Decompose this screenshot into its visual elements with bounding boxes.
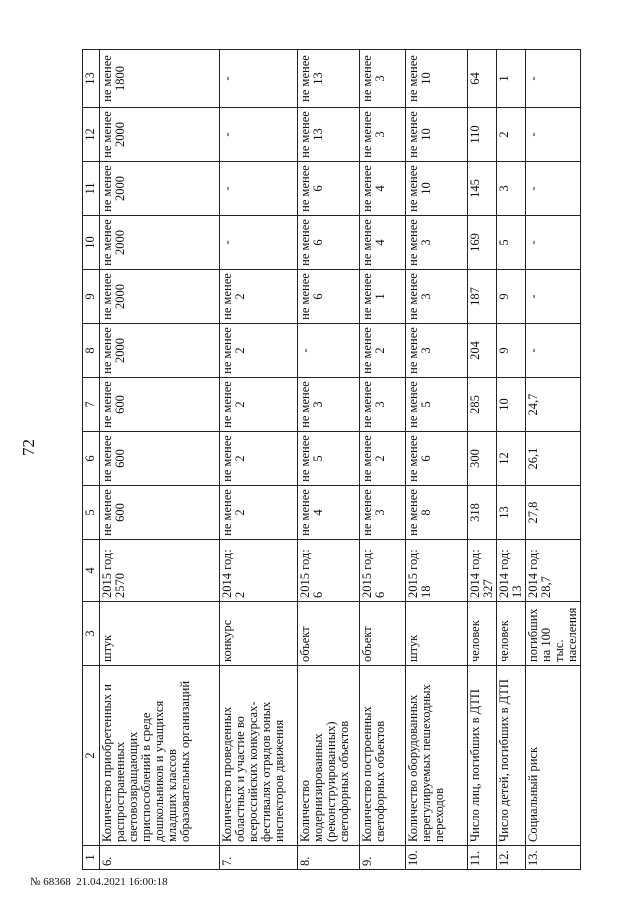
value-cell: не менее 13 [298, 50, 360, 108]
column-header: 13 [83, 50, 100, 108]
value-cell: не менее 2000 [100, 270, 220, 324]
table-row [468, 50, 497, 870]
column-header: 9 [83, 270, 100, 324]
value-cell: не менее 3 [406, 270, 468, 324]
value-cell: не менее 3 [406, 216, 468, 270]
indicator-name-cell: Количество построенных светофорных объектов [360, 666, 406, 846]
column-header: 1 [83, 846, 100, 870]
value-cell: человек [497, 602, 526, 666]
value-cell: человек [468, 602, 497, 666]
value-cell: - [220, 108, 298, 162]
value-cell: 2014 год: 13 [497, 540, 526, 602]
indicator-name-cell: Социальный риск [526, 666, 581, 846]
indicator-name-cell: Число лиц, погибших в ДТП [468, 666, 497, 846]
value-cell: 300 [468, 432, 497, 486]
value-cell: не менее 2 [360, 324, 406, 378]
value-cell: 13 [497, 486, 526, 540]
value-cell: штук [406, 602, 468, 666]
value-cell: штук [100, 602, 220, 666]
row-number-cell: 13. [526, 846, 581, 870]
indicator-name-cell: Количество оборудованных нерегулируемых пешеходных переходов [406, 666, 468, 846]
value-cell: 2015 год: 2570 [100, 540, 220, 602]
rotated-sheet [19, 50, 640, 870]
value-cell: не менее 600 [100, 486, 220, 540]
value-cell: 10 [497, 378, 526, 432]
table-row [220, 50, 298, 870]
table-row [100, 50, 220, 870]
value-cell: не менее 10 [406, 108, 468, 162]
value-cell: 318 [468, 486, 497, 540]
value-cell: 110 [468, 108, 497, 162]
value-cell: 2014 год: 327 [468, 540, 497, 602]
row-number-cell: 10. [406, 846, 468, 870]
row-number-cell: 8. [298, 846, 360, 870]
value-cell: погибших на 100 тыс. населения [526, 602, 581, 666]
value-cell: не менее 600 [100, 432, 220, 486]
indicator-name-cell: Число детей, погибших в ДТП [497, 666, 526, 846]
value-cell: не менее 4 [298, 486, 360, 540]
value-cell: не менее 2 [360, 432, 406, 486]
value-cell: не менее 5 [406, 378, 468, 432]
indicator-name-cell: Количество приобретенных и распространенных световозвращающих приспособлений в среде дошкольников и учащихся младших классов образовательных организаций [100, 666, 220, 846]
column-header: 6 [83, 432, 100, 486]
column-header: 4 [83, 540, 100, 602]
value-cell: - [526, 324, 581, 378]
column-header: 3 [83, 602, 100, 666]
value-cell: не менее 600 [100, 378, 220, 432]
value-cell: 1 [497, 50, 526, 108]
value-cell: 27,8 [526, 486, 581, 540]
column-header: 5 [83, 486, 100, 540]
value-cell: - [526, 50, 581, 108]
doc-number: № 68368 [30, 876, 71, 888]
value-cell: не менее 6 [406, 432, 468, 486]
value-cell: 9 [497, 324, 526, 378]
value-cell: не менее 3 [298, 378, 360, 432]
value-cell: 12 [497, 432, 526, 486]
value-cell: не менее 6 [298, 216, 360, 270]
value-cell: не менее 8 [406, 486, 468, 540]
value-cell: 26,1 [526, 432, 581, 486]
column-header: 7 [83, 378, 100, 432]
value-cell: не менее 2 [220, 432, 298, 486]
value-cell: 2015 год: 6 [360, 540, 406, 602]
value-cell: - [220, 162, 298, 216]
value-cell: 187 [468, 270, 497, 324]
value-cell: не менее 1800 [100, 50, 220, 108]
column-header: 12 [83, 108, 100, 162]
value-cell: 2 [497, 108, 526, 162]
table-row [360, 50, 406, 870]
value-cell: объект [298, 602, 360, 666]
value-cell: не менее 2 [220, 324, 298, 378]
page-number: 72 [19, 439, 38, 456]
value-cell: не менее 2000 [100, 108, 220, 162]
value-cell: 204 [468, 324, 497, 378]
value-cell: 3 [497, 162, 526, 216]
column-header: 2 [83, 666, 100, 846]
row-number-cell: 11. [468, 846, 497, 870]
value-cell: - [526, 162, 581, 216]
table-header-row [83, 50, 100, 870]
value-cell: - [220, 50, 298, 108]
value-cell: не менее 2 [220, 486, 298, 540]
value-cell: 64 [468, 50, 497, 108]
value-cell: - [298, 324, 360, 378]
value-cell: не менее 3 [360, 486, 406, 540]
table-row [526, 50, 581, 870]
value-cell: не менее 4 [360, 162, 406, 216]
value-cell: не менее 6 [298, 162, 360, 216]
value-cell: 2014 год: 28,7 [526, 540, 581, 602]
column-header: 10 [83, 216, 100, 270]
value-cell: 24,7 [526, 378, 581, 432]
value-cell: 285 [468, 378, 497, 432]
row-number-cell: 12. [497, 846, 526, 870]
value-cell: не менее 5 [298, 432, 360, 486]
value-cell: 145 [468, 162, 497, 216]
indicator-name-cell: Количество проведенных областных и участие во всероссийских конкурсах-фестивалях отрядов юных инспекторов движения [220, 666, 298, 846]
value-cell: не менее 2 [220, 270, 298, 324]
value-cell: не менее 3 [360, 108, 406, 162]
value-cell: не менее 3 [406, 324, 468, 378]
document-stamp [30, 876, 230, 888]
value-cell: не менее 2000 [100, 216, 220, 270]
table-row [406, 50, 468, 870]
doc-timestamp: 21.04.2021 16:00:18 [76, 876, 168, 888]
row-number-cell: 9. [360, 846, 406, 870]
value-cell: не менее 10 [406, 50, 468, 108]
value-cell: не менее 10 [406, 162, 468, 216]
value-cell: объект [360, 602, 406, 666]
value-cell: не менее 13 [298, 108, 360, 162]
value-cell: - [526, 216, 581, 270]
value-cell: не менее 3 [360, 378, 406, 432]
value-cell: не менее 2000 [100, 324, 220, 378]
value-cell: не менее 1 [360, 270, 406, 324]
value-cell: - [526, 108, 581, 162]
row-number-cell: 7. [220, 846, 298, 870]
table-row [298, 50, 360, 870]
value-cell: не менее 4 [360, 216, 406, 270]
value-cell: не менее 3 [360, 50, 406, 108]
value-cell: 5 [497, 216, 526, 270]
value-cell: 169 [468, 216, 497, 270]
value-cell: - [526, 270, 581, 324]
value-cell: не менее 2000 [100, 162, 220, 216]
value-cell: 2015 год: 6 [298, 540, 360, 602]
indicators-table [82, 49, 581, 870]
value-cell: 2014 год: 2 [220, 540, 298, 602]
value-cell: не менее 2 [220, 378, 298, 432]
table-row [497, 50, 526, 870]
column-header: 11 [83, 162, 100, 216]
value-cell: 9 [497, 270, 526, 324]
indicator-name-cell: Количество модернизированных (реконструированных) светофорных объектов [298, 666, 360, 846]
value-cell: - [220, 216, 298, 270]
value-cell: 2015 год: 18 [406, 540, 468, 602]
value-cell: не менее 6 [298, 270, 360, 324]
value-cell: конкурс [220, 602, 298, 666]
row-number-cell: 6. [100, 846, 220, 870]
column-header: 8 [83, 324, 100, 378]
